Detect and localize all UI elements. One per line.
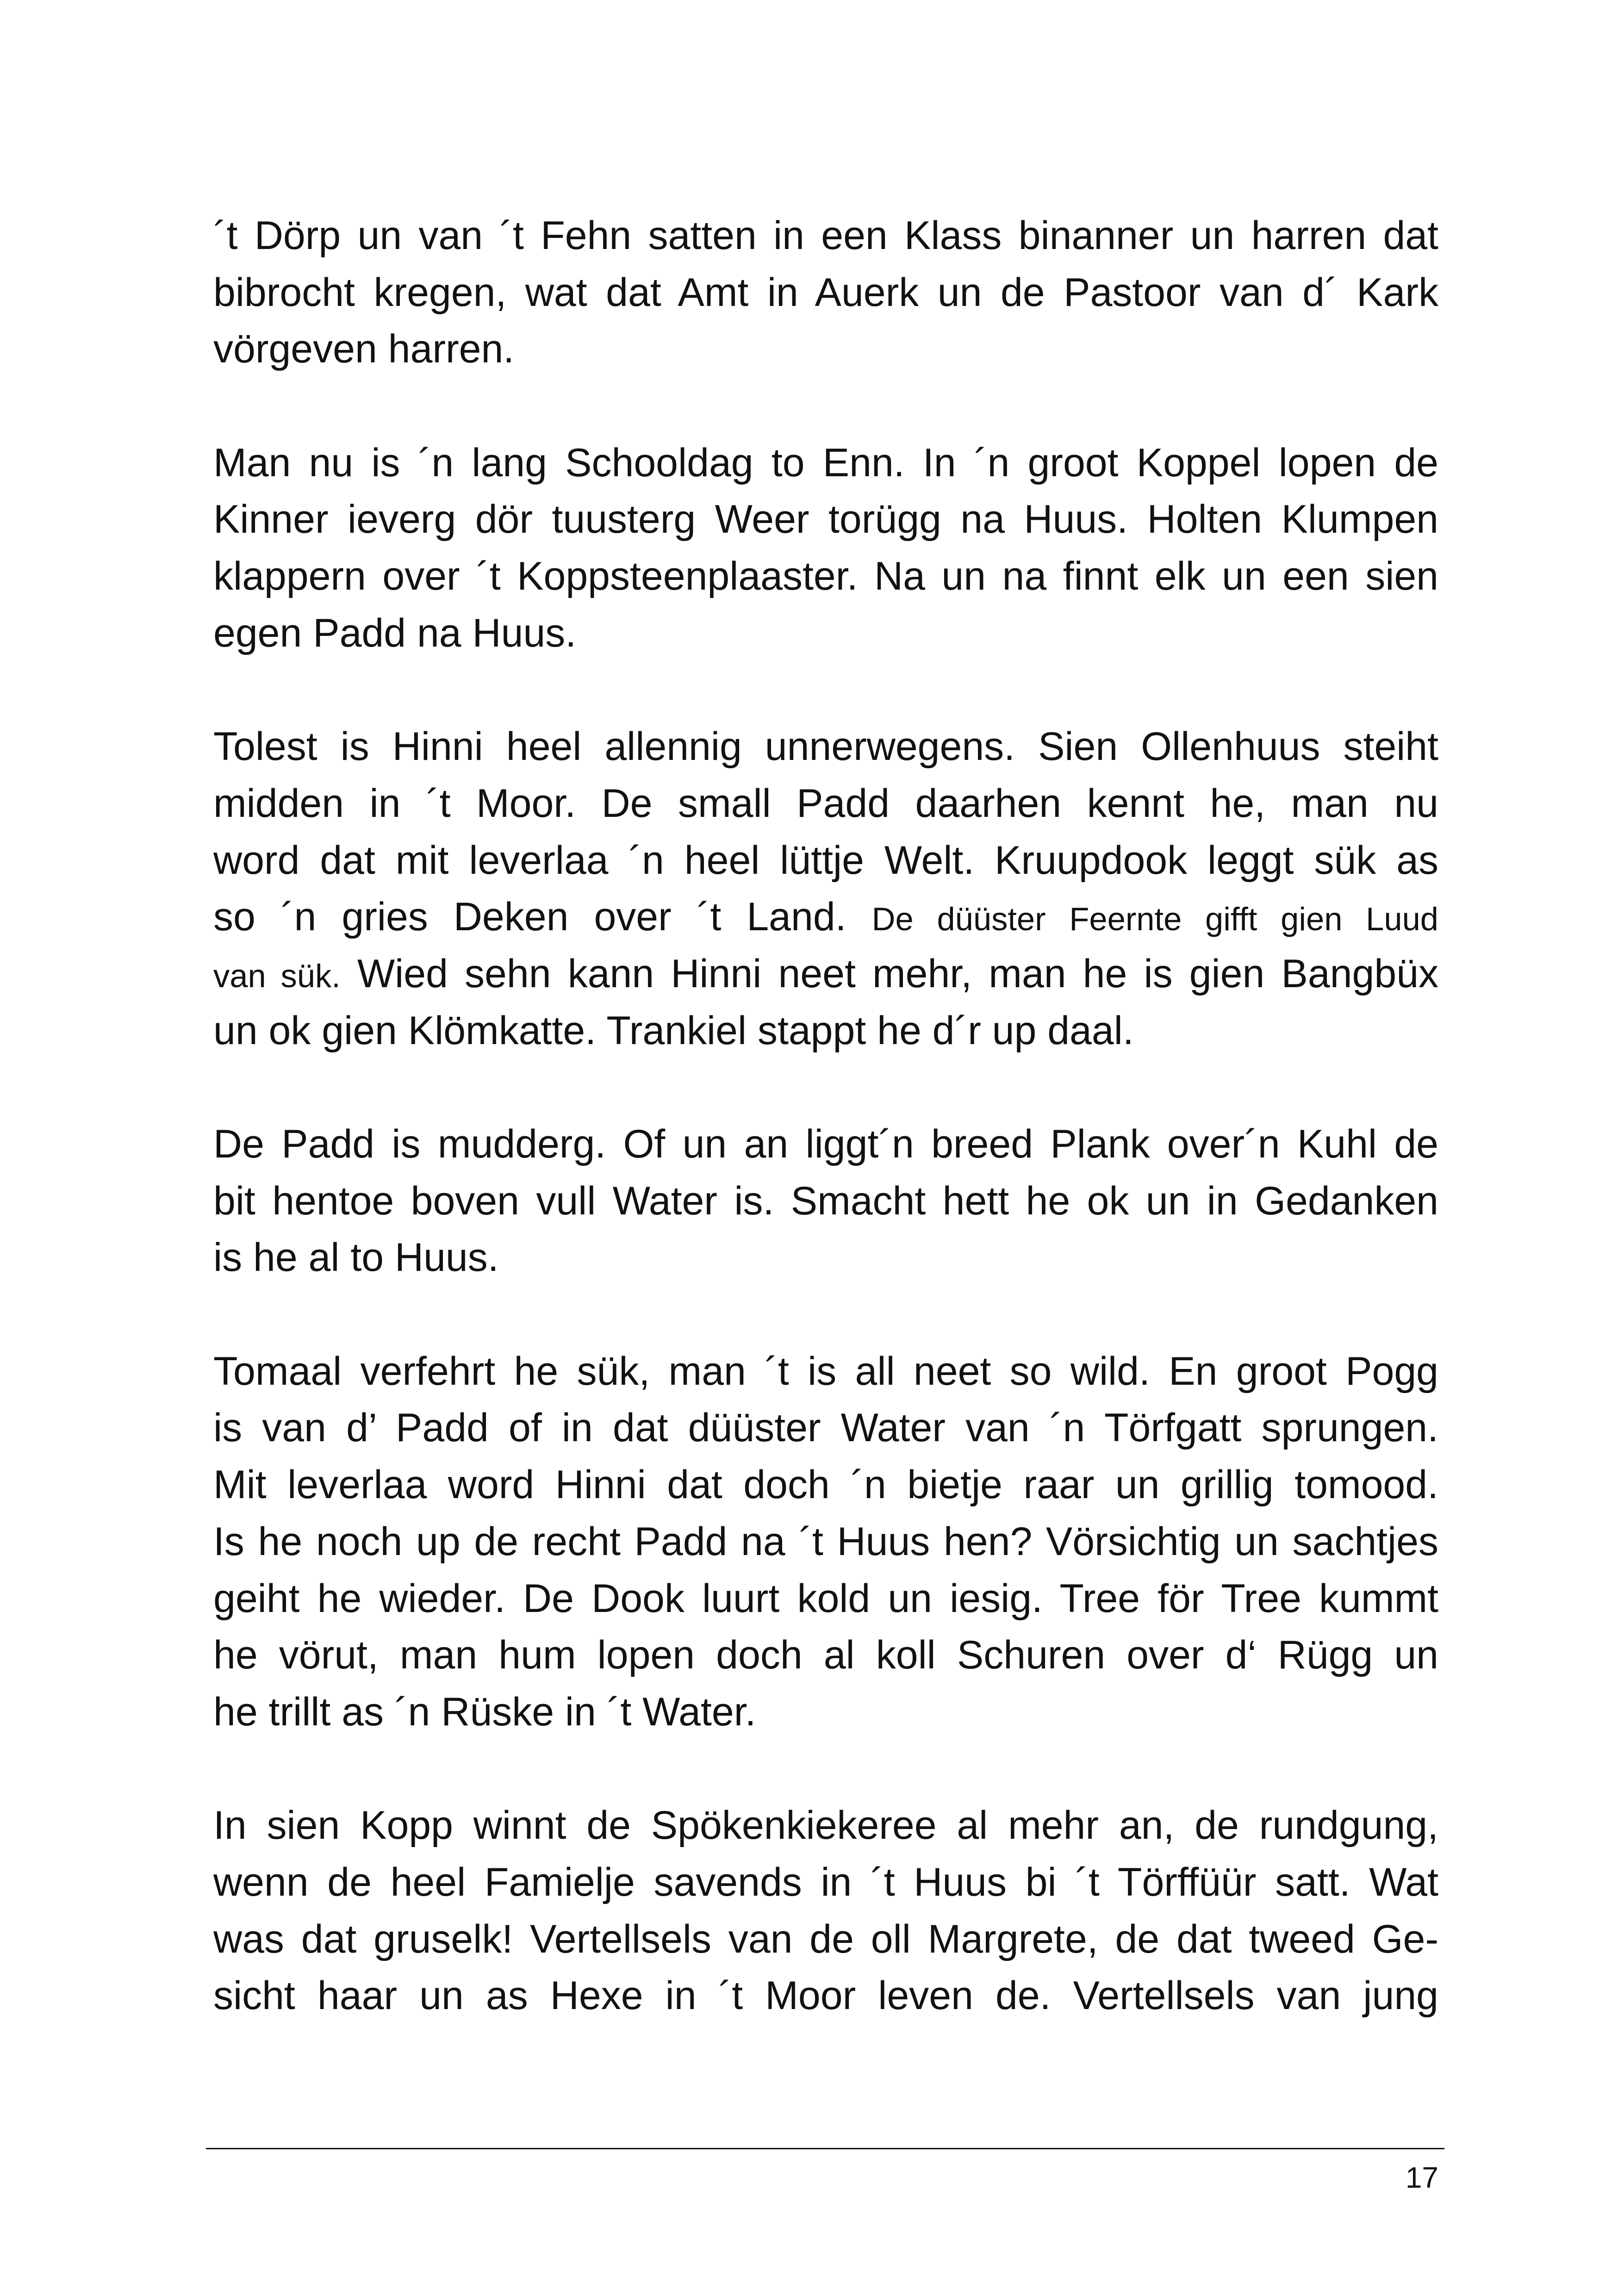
text-segment-small: van sük. bbox=[213, 957, 341, 994]
text-line bbox=[213, 889, 1438, 946]
body-text bbox=[213, 207, 1438, 2024]
text-line: he trillt as ´n Rüske in ´t Water. bbox=[213, 1689, 756, 1734]
text-line: he vörut, man hum lopen doch al koll Schuren over d‘ Rügg un bbox=[213, 1633, 1438, 1678]
text-line: sicht haar un as Hexe in ´t Moor leven de. Vertellsels van jung bbox=[213, 1973, 1438, 2018]
text-line: wenn de heel Famielje savends in ´t Huus bi ´t Törffüür satt. Wat bbox=[213, 1860, 1438, 1904]
paragraph bbox=[213, 718, 1438, 1059]
text-line: klappern over ´t Koppsteenplaaster. Na un na finnt elk un een sien bbox=[213, 554, 1438, 599]
text-line: un ok gien Klömkatte. Trankiel stappt he d´r up daal. bbox=[213, 1008, 1134, 1053]
paragraph bbox=[213, 1797, 1438, 2024]
page-number: 17 bbox=[1405, 2161, 1438, 2194]
text-line: De Padd is mudderg. Of un an liggt´n breed Plank over´n Kuhl de bbox=[213, 1122, 1438, 1166]
text-line: Tomaal verfehrt he sük, man ´t is all neet so wild. En groot Pogg bbox=[213, 1349, 1438, 1394]
text-line: geiht he wieder. De Dook luurt kold un iesig. Tree för Tree kummt bbox=[213, 1576, 1438, 1621]
paragraph bbox=[213, 435, 1438, 662]
text-line: was dat gruselk! Vertellsels van de oll Margrete, de dat tweed Ge- bbox=[213, 1916, 1438, 1961]
text-line: word dat mit leverlaa ´n heel lüttje Welt. Kruupdook leggt sük as bbox=[213, 838, 1438, 883]
text-line: is van d’ Padd of in dat düüster Water van ´n Törfgatt sprungen. bbox=[213, 1406, 1438, 1450]
paragraph bbox=[213, 1116, 1438, 1286]
text-line: bibrocht kregen, wat dat Amt in Auerk un de Pastoor van d´ Kark bbox=[213, 270, 1438, 315]
text-segment-small: De düüster Feernte gifft gien Luud bbox=[871, 901, 1438, 938]
text-line: Mit leverlaa word Hinni dat doch ´n bietje raar un grillig tomood. bbox=[213, 1462, 1438, 1507]
text-line: In sien Kopp winnt de Spökenkiekeree al mehr an, de rundgung, bbox=[213, 1803, 1438, 1848]
footer-divider bbox=[206, 2148, 1444, 2149]
text-line: Man nu is ´n lang Schooldag to Enn. In ´n groot Koppel lopen de bbox=[213, 440, 1438, 485]
text-line: vörgeven harren. bbox=[213, 327, 515, 372]
text-line: Tolest is Hinni heel allennig unnerwegens. Sien Ollenhuus steiht bbox=[213, 724, 1438, 769]
text-line: Is he noch up de recht Padd na ´t Huus hen? Vörsichtig un sachtjes bbox=[213, 1519, 1438, 1564]
text-segment: so ´n gries Deken over ´t Land. bbox=[213, 895, 846, 940]
paragraph bbox=[213, 207, 1438, 378]
text-line: midden in ´t Moor. De small Padd daarhen kennt he, man nu bbox=[213, 781, 1438, 826]
text-line: Kinner ieverg dör tuusterg Weer torügg na Huus. Holten Klumpen bbox=[213, 497, 1438, 542]
text-segment: Wied sehn kann Hinni neet mehr, man he is gien Bangbüx bbox=[357, 951, 1438, 996]
paragraph bbox=[213, 1343, 1438, 1741]
text-line bbox=[213, 946, 1438, 1002]
text-line: egen Padd na Huus. bbox=[213, 610, 577, 655]
text-line: bit hentoe boven vull Water is. Smacht hett he ok un in Gedanken bbox=[213, 1178, 1438, 1223]
text-line: is he al to Huus. bbox=[213, 1235, 499, 1280]
text-line: ´t Dörp un van ´t Fehn satten in een Klass binanner un harren dat bbox=[213, 213, 1438, 258]
